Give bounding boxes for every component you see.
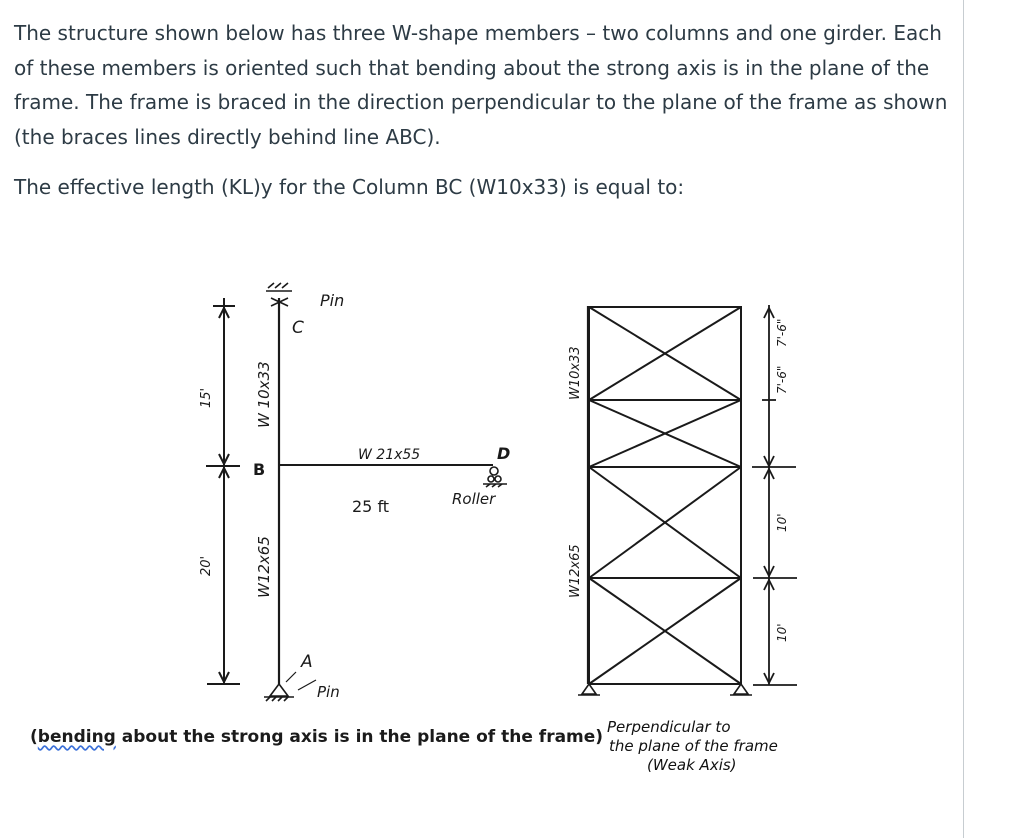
right-upper-column-section: W10x33 [568,346,583,400]
bracing-frame [589,307,741,684]
label-roller: Roller [452,490,496,508]
side-dimension-3: 10' [775,513,789,532]
bracing-supports [578,684,752,695]
girder-section: W 21x55 [358,447,421,463]
side-dimension-2: 7'-6" [775,365,789,394]
side-dimension-4: 10' [775,623,789,642]
label-a: A [301,652,313,672]
label-d: D [497,444,511,463]
side-dimension-1: 7'-6" [775,318,789,347]
dimension-upper: 15' [199,387,214,408]
span-length: 25 ft [352,497,390,516]
diagram-caption: (bending about the strong axis is in the plane of the frame) [30,727,604,747]
roller-support [483,467,507,487]
note-line-1: Perpendicular to [607,718,731,736]
label-pin-bottom: Pin [317,683,340,701]
question-paragraph-2: The effective length (KL)y for the Column BC (W10x33) is equal to: [14,175,685,199]
weak-axis-note [607,718,778,775]
note-line-2: the plane of the frame [609,737,778,755]
right-lower-column-section: W12x65 [568,544,583,598]
label-pin-top: Pin [320,291,345,310]
note-line-3: (Weak Axis) [647,756,737,774]
left-dimension [206,298,240,684]
top-pin-support [266,283,292,306]
bottom-pin-support [264,684,294,701]
lower-column-section: W12x65 [255,536,273,598]
upper-column-section: W 10x33 [255,361,273,428]
label-b: B [253,460,266,479]
caption-bending-word: bending [37,727,116,747]
dimension-lower: 20' [199,555,214,576]
question-paragraph-1: The structure shown below has three W-shape members – two columns and one girder. Each of these members is oriented such that bending about the strong axis is in the plane of the frame. The frame is braced in the direction perpendicular to the plane of the frame as shown (the braces lines directly behind line ABC). [14,21,948,149]
caption-rest: about the strong axis is in the plane of the frame) [115,727,604,747]
label-c: C [292,318,304,338]
